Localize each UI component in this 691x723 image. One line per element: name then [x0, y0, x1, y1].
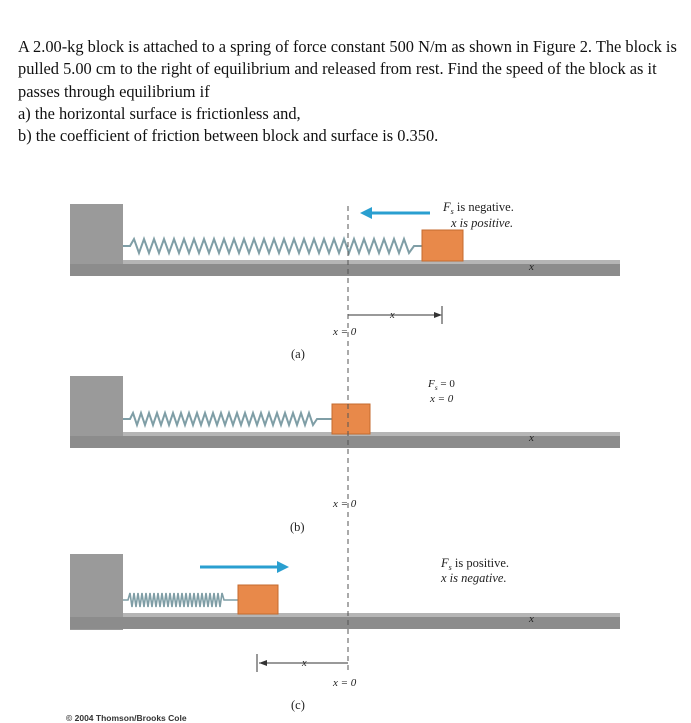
spring-c — [123, 593, 238, 607]
block-a — [422, 230, 463, 261]
force-arrowhead-a — [360, 207, 372, 219]
panel-b — [70, 376, 620, 534]
floor-shadow-a — [123, 260, 620, 264]
wall-a — [70, 204, 123, 274]
problem-part-a: a) the horizontal surface is frictionless and, — [18, 103, 301, 123]
wall-b — [70, 376, 123, 446]
force-arrowhead-c — [277, 561, 289, 573]
equilibrium-label-b: x = 0 — [333, 498, 357, 510]
x-desc-a: x is positive. — [451, 216, 514, 230]
displacement-arrowhead-a — [434, 312, 442, 318]
problem-part-b: b) the coefficient of friction between block and surface is 0.350. — [18, 126, 439, 146]
floor-c — [70, 617, 620, 629]
force-label-b: $F_s = 0$ — [428, 378, 455, 392]
caption-c: (c) — [291, 698, 305, 712]
x-desc-b: x = 0 — [430, 393, 454, 405]
floor-shadow-b — [123, 432, 620, 436]
equilibrium-label-c: x = 0 — [333, 677, 357, 689]
force-label-a: $F_s$ is negative. — [443, 200, 514, 216]
spring-a — [123, 239, 422, 253]
floor-a — [70, 264, 620, 276]
axis-label-c: x — [529, 613, 534, 625]
copyright-notice: © 2004 Thomson/Brooks Cole — [66, 713, 187, 723]
spring-b — [123, 413, 332, 425]
panel-c — [70, 554, 620, 712]
block-c — [238, 585, 278, 614]
block-b — [332, 404, 370, 434]
axis-label-b: x — [529, 432, 534, 444]
problem-intro: A 2.00-kg block is attached to a spring of force constant 500 N/m as shown in Figure 2. The block is pulled 5.00 cm to the right of equilibrium and released from rest. Find the speed of the block as it passes through equilibrium if — [18, 37, 677, 101]
caption-b: (b) — [290, 520, 305, 534]
displacement-label-c: x — [302, 658, 307, 669]
caption-a: (a) — [291, 347, 305, 361]
floor-b — [70, 436, 620, 448]
force-label-c: $F_s$ is positive. — [441, 556, 510, 572]
floor-shadow-c — [123, 613, 620, 617]
equilibrium-label-a: x = 0 — [333, 326, 357, 338]
panel-a — [70, 200, 620, 361]
axis-label-a: x — [529, 261, 534, 273]
displacement-label-a: x — [390, 310, 395, 321]
x-desc-c: x is negative. — [441, 571, 507, 585]
